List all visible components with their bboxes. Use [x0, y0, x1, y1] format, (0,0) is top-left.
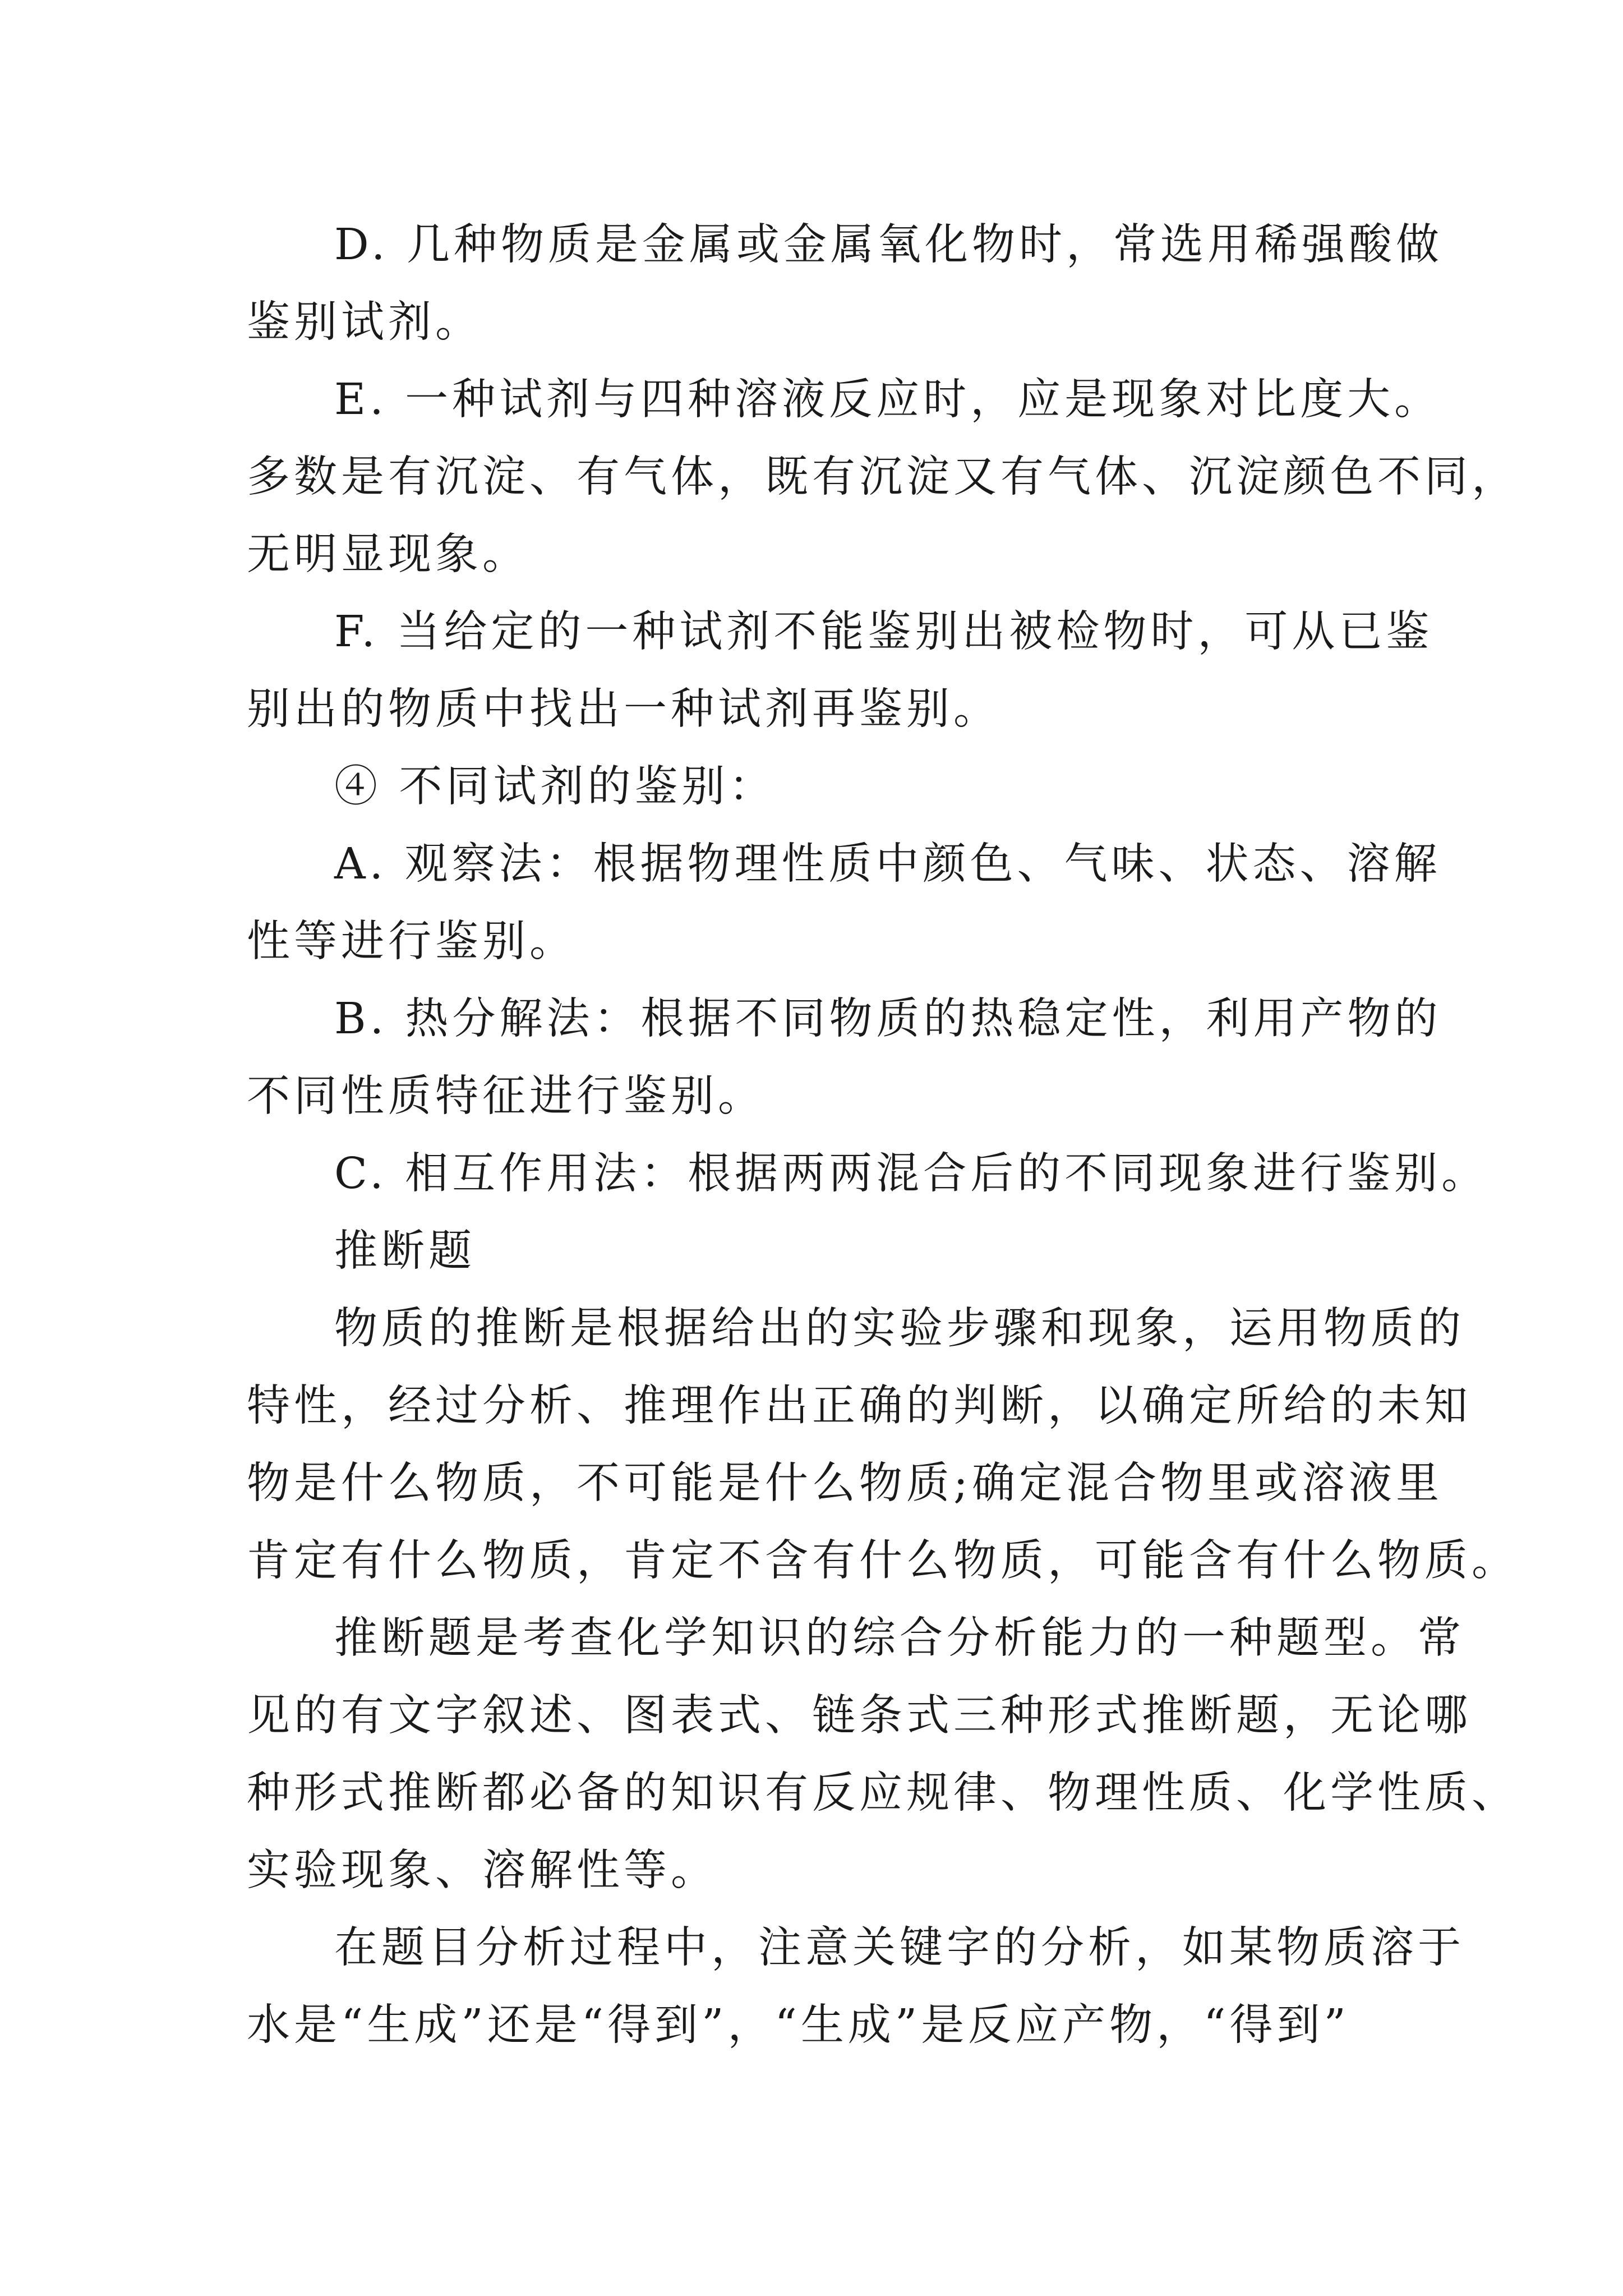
text-line: B. 热分解法：根据不同物质的热稳定性，利用产物的 — [334, 994, 1442, 1044]
text-line: 无明显现象。 — [247, 530, 529, 579]
section-heading: 推断题 — [334, 1226, 476, 1276]
text-line: 实验现象、溶解性等。 — [247, 1846, 718, 1895]
text-line: 别出的物质中找出一种试剂再鉴别。 — [247, 684, 1000, 734]
text-line: 物是什么物质，不可能是什么物质;确定混合物里或溶液里 — [247, 1458, 1443, 1508]
text-line: 鉴别试剂。 — [247, 297, 482, 347]
text-line: D. 几种物质是金属或金属氧化物时，常选用稀强酸做 — [334, 220, 1443, 270]
text-line: A. 观察法：根据物理性质中颜色、气味、状态、溶解 — [334, 839, 1441, 889]
text-line: 见的有文字叙述、图表式、链条式三种形式推断题，无论哪 — [247, 1691, 1472, 1741]
text-line: C. 相互作用法：根据两两混合后的不同现象进行鉴别。 — [334, 1149, 1489, 1199]
text-line: 物质的推断是根据给出的实验步骤和现象，运用物质的 — [334, 1304, 1465, 1354]
text-line: 种形式推断都必备的知识有反应规律、物理性质、化学性质、 — [247, 1768, 1519, 1818]
text-line: 肯定有什么物质，肯定不含有什么物质，可能含有什么物质。 — [247, 1536, 1519, 1586]
text-line: 多数是有沉淀、有气体，既有沉淀又有气体、沉淀颜色不同， — [247, 452, 1519, 502]
text-line: 特性，经过分析、推理作出正确的判断，以确定所给的未知 — [247, 1381, 1472, 1431]
text-line: E. 一种试剂与四种溶液反应时，应是现象对比度大。 — [334, 375, 1442, 425]
text-line: 不同性质特征进行鉴别。 — [247, 1071, 765, 1121]
text-line: 性等进行鉴别。 — [247, 917, 577, 967]
section-heading: ④ 不同试剂的鉴别： — [334, 762, 776, 812]
text-line: 推断题是考查化学知识的综合分析能力的一种题型。常 — [334, 1613, 1465, 1663]
text-line: F. 当给定的一种试剂不能鉴别出被检物时，可从已鉴 — [334, 607, 1433, 657]
text-line: 水是“生成”还是“得到”，“生成”是反应产物，“得到” — [247, 2000, 1350, 2050]
text-line: 在题目分析过程中，注意关键字的分析，如某物质溶于 — [334, 1923, 1465, 1973]
